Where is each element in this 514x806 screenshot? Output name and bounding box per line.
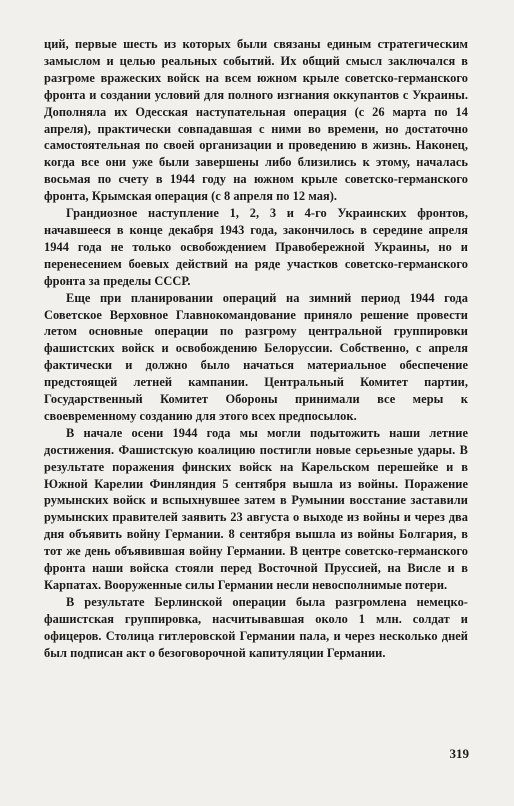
- paragraph-5: В результате Берлинской операции была разгромлена немецко-фашистская группировка, насчитывавшая около 1 млн. солдат и офицеров. Столица гитлеровской Германии пала, и через несколько дней был подписан акт о безоговорочной капитуляции Германии.: [44, 594, 468, 660]
- paragraph-3: Еще при планировании операций на зимний период 1944 года Советское Верховное Главнокомандование приняло решение провести летом основные операции по разгрому центральной группировки фашистских войск и освобождению Белоруссии. Собственно, с апреля фактически и должно было начаться материальное обеспечение предстоящей летней кампании. Центральный Комитет партии, Государственный Комитет Обороны принимали все меры к своевременному созданию для этого всех предпосылок.: [44, 290, 468, 423]
- page-number: 319: [449, 746, 469, 761]
- page-body-text: [44, 36, 468, 662]
- paragraph-2: Грандиозное наступление 1, 2, 3 и 4-го Украинских фронтов, начавшееся в конце декабря 1943 года, закончилось в середине апреля 1944 года не только освобождением Правобережной Украины, но и перенесением боевых действий на ряде участков советско-германского фронта за пределы СССР.: [44, 206, 468, 288]
- paragraph-1: ций, первые шесть из которых были связаны единым стратегическим замыслом и целью реальных событий. Их общий смысл заключался в разгроме вражеских войск на всем южном крыле советско-германского фронта и создании условий для полного изгнания оккупантов с Украины. Дополняла их Одесская наступательная операция (с 26 марта по 14 апреля), практически совпадавшая с ними во времени, но достаточно самостоятельная по своей организации и проведению в жизнь. Наконец, когда все они уже были завершены либо близились к этому, началась восьмая по счету в 1944 году на южном крыле советско-германского фронта, Крымская операция (с 8 апреля по 12 мая).: [44, 37, 468, 204]
- paragraph-4: В начале осени 1944 года мы могли подытожить наши летние достижения. Фашистскую коалицию постигли новые серьезные удары. В результате поражения финских войск на Карельском перешейке и в Южной Карелии Финляндия 5 сентября вышла из войны. Поражение румынских войск и вспыхнувшее затем в Румынии восстание заставили румынских правителей заявить 23 августа о выходе из войны и через два дня объявить войну Германии. 8 сентября вышла из войны Болгария, в тот же день объявившая войну Германии. В центре советско-германского фронта наши войска стояли перед Восточной Пруссией, на Висле и в Карпатах. Вооруженные силы Германии несли невосполнимые потери.: [44, 425, 468, 592]
